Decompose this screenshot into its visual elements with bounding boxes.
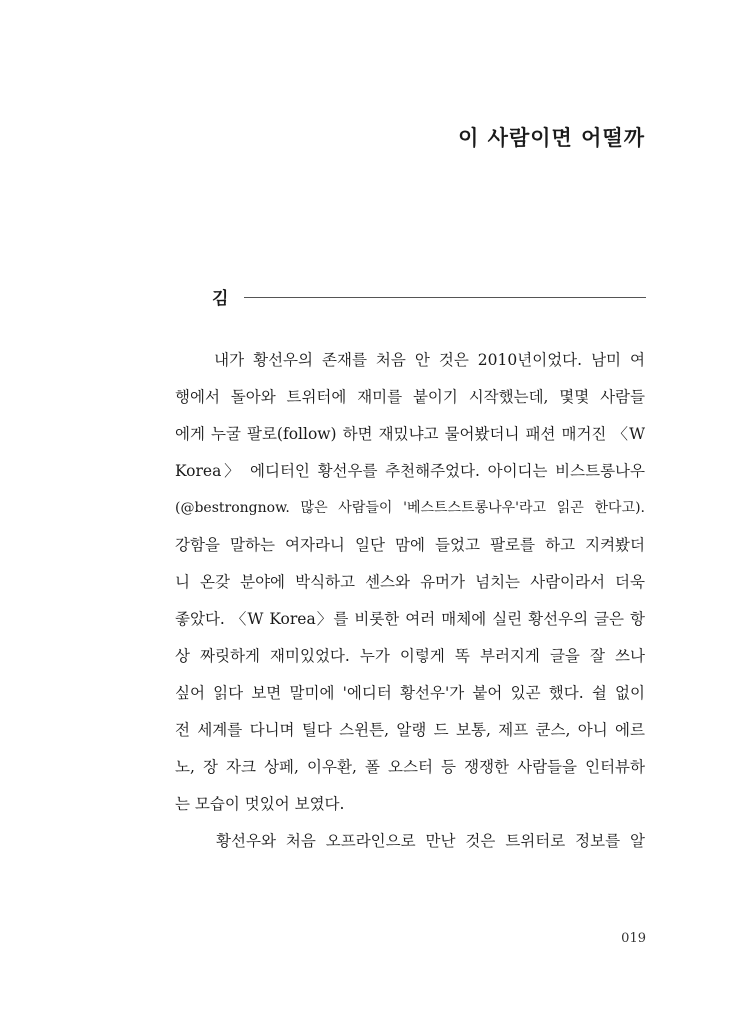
body-line: 전 세계를 다니며 틸다 스윈튼, 알랭 드 보통, 제프 쿤스, 아니 에르 xyxy=(175,721,645,739)
body-line: 노, 장 자크 상페, 이우환, 폴 오스터 등 쟁쟁한 사람들을 인터뷰하 xyxy=(175,758,645,776)
page-number: 019 xyxy=(621,931,646,946)
chapter-title: 이 사람이면 어떨까 xyxy=(458,126,645,150)
body-line: (@bestrongnow. 많은 사람들이 '베스트스트롱나우'라고 읽곤 한다고). xyxy=(175,500,645,516)
body-line: 에게 누굴 팔로(follow) 하면 재밌냐고 물어봤더니 패션 매거진 〈W xyxy=(175,425,645,443)
author-divider xyxy=(244,297,646,298)
body-line: 좋았다. 〈W Korea〉를 비롯한 여러 매체에 실린 황선우의 글은 항 xyxy=(175,610,645,628)
body-line: 황선우와 처음 오프라인으로 만난 것은 트위터로 정보를 알 xyxy=(175,832,645,850)
body-line: 강함을 말하는 여자라니 일단 맘에 들었고 팔로를 하고 지켜봤더 xyxy=(175,536,645,554)
body-line: Korea〉 에디터인 황선우를 추천해주었다. 아이디는 비스트롱나우 xyxy=(175,462,645,480)
body-line: 니 온갖 분야에 박식하고 센스와 유머가 넘치는 사람이라서 더욱 xyxy=(175,573,645,591)
body-line: 싶어 읽다 보면 말미에 '에디터 황선우'가 붙어 있곤 했다. 쉴 없이 xyxy=(175,684,645,702)
body-line: 내가 황선우의 존재를 처음 안 것은 2010년이었다. 남미 여 xyxy=(175,351,645,369)
body-line: 상 짜릿하게 재미있었다. 누가 이렇게 똑 부러지게 글을 잘 쓰나 xyxy=(175,647,645,665)
body-line: 는 모습이 멋있어 보였다. xyxy=(175,795,345,813)
author-name: 김 xyxy=(212,289,229,309)
body-line: 행에서 돌아와 트위터에 재미를 붙이기 시작했는데, 몇몇 사람들 xyxy=(175,388,645,406)
